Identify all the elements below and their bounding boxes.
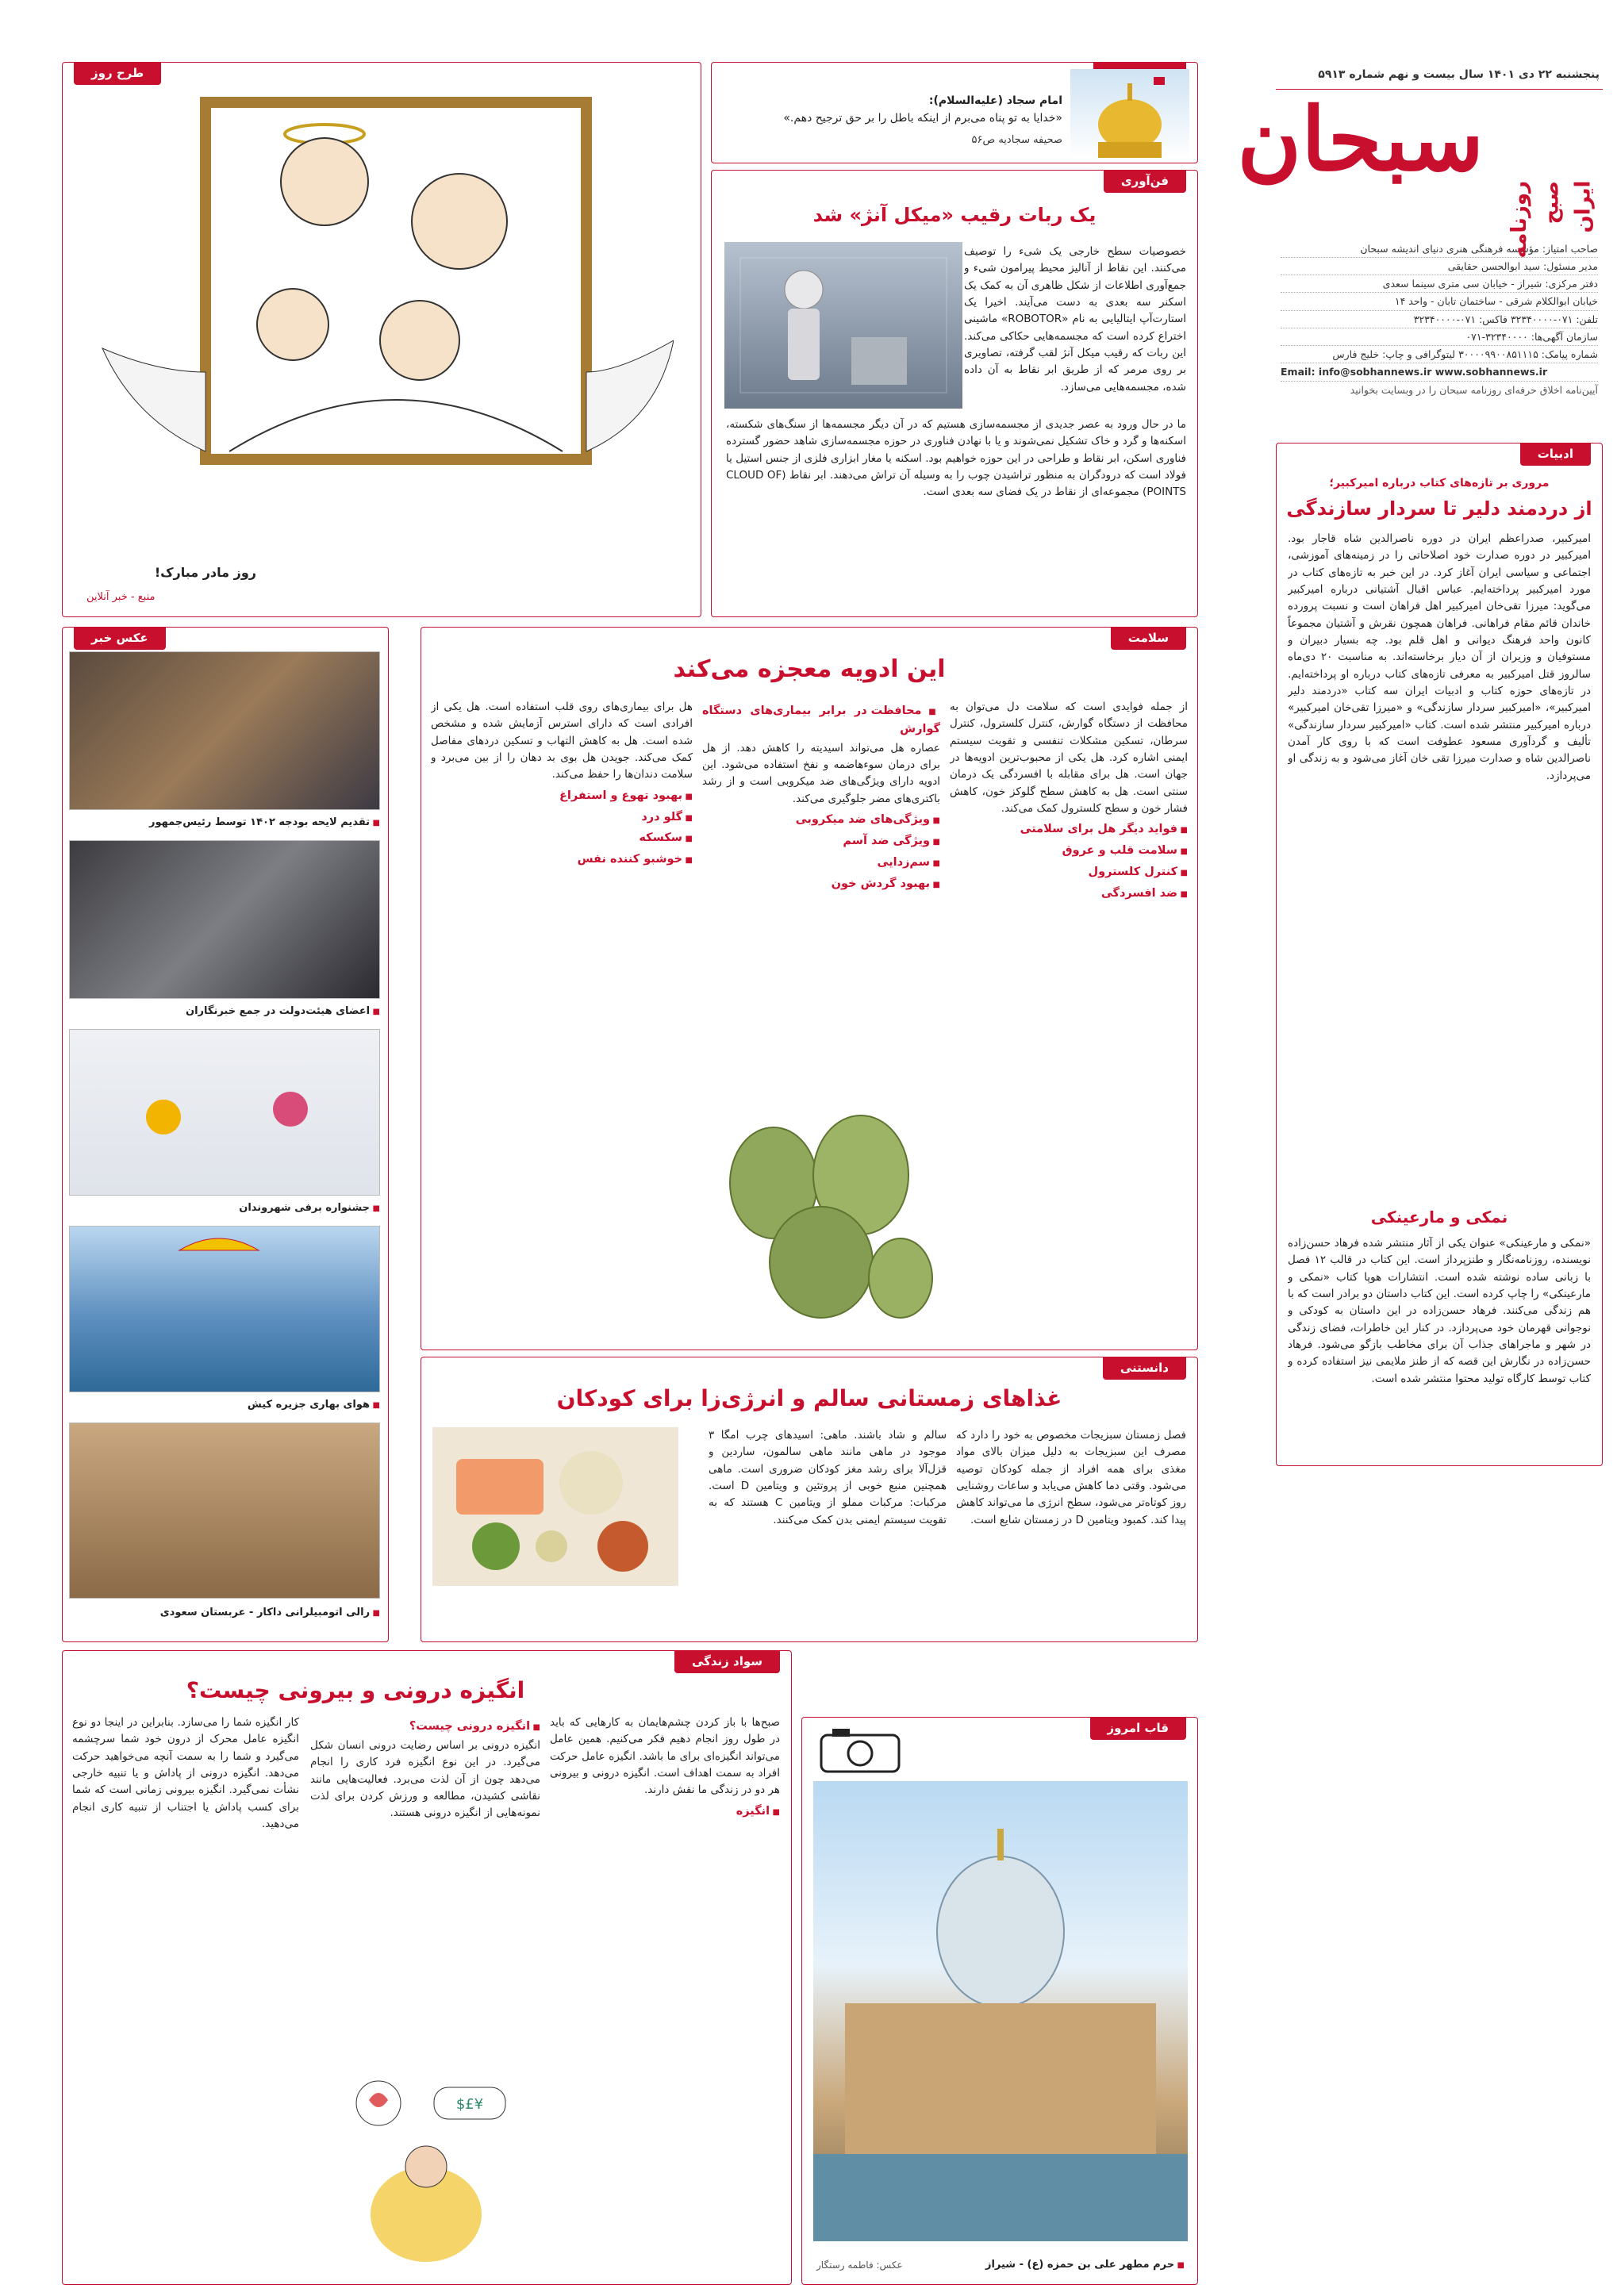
photo-caption: ■ هوای بهاری جزیره کیش [71,1397,380,1413]
salamat-subhead: ■ سم‌زدایی [702,854,940,872]
adabiat-body: امیرکبیر، صدراعظم ایران در دوره ناصرالدین شاه قاجار بود. امیرکبیر در دوره صدارت خود اصلاحاتی را در زمینه‌های آموزشی، اجتماعی و سیاسی ایران آغاز کرد. در این خبر به تازه‌های کتاب در مورد امیرکبیر پرداخته‌ایم. عباس اقبال آشتیانی درباره امیرکبیر می‌گوید: میرزا تقی‌خان امیرکبیر اهل فراهان است و نسبت پرورده خاندان قائم مقام فراهانی. فراهان همچون نقرش و آشتیان مجموعاً کانون واحد فرهنگ دیوانی و اهل قلم بود. چه بسیار دبیران و مستوفیان و وزیران از آن دیار برخاسته‌اند. به مناسبت ۲۰ دی‌ماه سالروز قتل امیرکبیر به معرفی تازه‌های کتاب درباره او پرداخته‌ایم. در تازه‌های حوزه کتاب و ادبیات ایران سه کتاب «دردمند دلیر امیرکبیر»، «امیرکبیر سردار سازندگی» و «میرزا تقی‌خان امیرکبیر» درباره امیرکبیر منتشر شده است. کتاب «امیرکبیر سردار سازندگی» تألیف و گردآوری مسعود عطوفت است که با روی کار آمدن ناصرالدین شاه و صدارت میرزا تقی خان آغاز می‌شود و به زندگی او می‌پردازد. [1288,532,1591,782]
savad-headline: انگیزه درونی و بیرونی چیست؟ [186,1677,525,1703]
budget-photo [69,651,380,810]
adabiat-headline: از دردمند دلیر تا سردار سازندگی [1286,497,1592,520]
hadith-box [711,62,1198,163]
salamat-column-1 [950,699,1188,1334]
daneshti-column-2: سالم و شاد باشند. ماهی: اسیدهای چرب امگا ۳ موجود در ماهی مانند ماهی سالمون، ساردین و قزل‌آلا برای رشد مغز کودکان ضروری است. ماهی همچنین منبع خوبی از پروتئین و ویتامین D است. مرکبات: مرکبات مملو از ویتامین C هستند که به تقویت سیستم ایمنی بدن کمک می‌کنند. [709,1429,947,1526]
masthead-info [1276,240,1603,398]
cardamom-image [702,1080,940,1334]
salamat-subhead: ■ خوشبو کننده نفس [431,850,693,869]
daneshti-tab: دانستنی [1103,1357,1186,1380]
photo-news-box [62,627,389,1642]
savad-text: صبح‌ها با باز کردن چشم‌هایمان به کارهایی که باید در طول روز انجام دهیم فکر می‌کنیم. همین عامل می‌تواند انگیزه‌ای برای ما باشد. انگیزه عامل حرکت افراد به سمت اهداف است. انگیزه درونی و بیرونی هر دو در زندگی ما نقش دارند. [550,1716,780,1797]
salamat-subhead: ■ ضد افسردگی [950,885,1188,903]
salamat-text: عصاره هل می‌تواند اسیدیته را کاهش دهد. از هل برای درمان سوءهاضمه و نفخ استفاده می‌شود. این ادویه دارای ویژگی‌های ضد میکروبی است و از رشد باکتری‌های مضر جلوگیری می‌کند. [702,741,940,805]
tech-column-right: خصوصیات سطح خارجی یک شیء را توصیف می‌کنند. این نقاط از آنالیز محیط پیرامون شیء و جمع‌آوری اطلاعات از شکل ظاهری آن به کمک یک اسکنر سه بعدی به دست می‌آیند. اخیرا یک استارت‌آپ ایتالیایی به نام «ROBOTOR» ماشینی اختراع کرده است که مجسمه‌هایی حکاکی می‌کند. این ربات که رقیب میکل آنژ لقب گرفته، تصاویری بر روی مرمر که از طریق ابر نقاط به آن داده شده، مجسمه‌هایی می‌سازد. [964,245,1186,394]
savad-subhead: ■ انگیزه [550,1803,780,1821]
savad-column-2 [310,1714,540,2048]
salamat-headline: این ادویه معجزه می‌کند [673,655,946,683]
photo-caption: ■ رالی اتومبیلرانی داکار - عربستان سعودی [71,1605,380,1621]
adabiat-tab: ادبیات [1520,443,1591,466]
cartoon-source: منبع - خبر آنلاین [86,590,156,603]
shrine-image [1070,69,1189,158]
svg-text:¥£$: ¥£$ [455,2096,484,2113]
salamat-subhead: ■ محافظت در برابر بیماری‌های دستگاه گوارش [702,702,940,739]
info-line: سازمان آگهی‌ها: ۳۲۳۴۰۰۰۰-۰۷۱ [1281,328,1598,346]
salamat-subhead: ■ ویژگی ضد آسم [702,832,940,850]
tech-headline: یک ربات رقیب «میکل آنژ» شد [812,204,1097,226]
salamat-box [421,627,1198,1350]
newspaper-logo: سبحان [1237,87,1484,190]
salamat-subhead: ■ فواید دیگر هل برای سلامتی [950,820,1188,839]
daneshti-box [421,1357,1198,1642]
date-line: پنجشنبه ۲۲ دی ۱۴۰۱ سال بیست و نهم شماره ۵۹۱۳ [1276,62,1603,90]
info-line: شماره پیامک: ۳۰۰۰۰۹۹۰۰۸۵۱۱۱۵ لیتوگرافی و چاپ: خلیج فارس [1281,346,1598,363]
info-line: دفتر مرکزی: شیراز - خیابان سی متری سینما سعدی [1281,275,1598,293]
photo-caption: ■ جشنواره برفی شهروندان [71,1200,380,1216]
newspaper-subtitle: روزنامه صبح ایران [1508,180,1596,259]
savad-subhead: ■ انگیزه درونی چیست؟ [310,1718,540,1736]
info-line: صاحب امتیاز: مؤسسه فرهنگی هنری دنیای اندیشه سبحان [1281,240,1598,258]
cartoon-box [62,62,701,617]
photo-news-tab: عکس خبر [74,627,166,650]
cartoon-caption: روز مادر مبارک! [154,565,256,581]
savad-column-3: کار انگیزه شما را می‌سازد. بنابراین در اینجا دو نوع انگیزه عامل محرک از درون خود شما سرچشمه می‌گیرد و شما را به سمت آنچه می‌خواهید حرکت می‌دهد. انگیزه درونی از پاداش و یا تنبیه خارجی نشأت نمی‌گیرد. انگیزه بیرونی زمانی است که شما برای کسب پاداش یا اجتناب از تنبیه کاری انجام می‌دهید. [72,1716,299,1830]
ghab-box [801,1717,1198,2285]
salamat-subhead: ■ گلو درد [431,808,693,827]
ethics-note: آیین‌نامه اخلاق حرفه‌ای روزنامه سبحان را در وبسایت بخوانید [1350,383,1598,396]
salamat-column-2 [702,699,940,1072]
hadith-quote: «خدایا به تو پناه می‌برم از اینکه باطل را بر حق ترجیح دهم.» [783,112,1062,125]
salamat-subhead: ■ بهبود گردش خون [702,875,940,893]
info-line: تلفن: ۰۷۱-۳۲۳۴۰۰۰۰ فاکس: ۰۷۱-۳۲۳۴۰۰۰۰ [1281,311,1598,328]
masthead [1237,62,1603,435]
ghab-tab: قاب امروز [1090,1717,1186,1740]
snow-photo [69,1029,380,1196]
camera-icon [816,1724,904,1775]
info-line: خیابان ابوالکلام شرقی - ساختمان تابان - واحد ۱۴ [1281,293,1598,310]
photo-caption: ■ تقدیم لایحه بودجه ۱۴۰۲ توسط رئیس‌جمهور [71,815,380,831]
photo-caption: ■ اعضای هیئت‌دولت در جمع خبرنگاران [71,1004,380,1019]
contact-line[interactable]: Email: info@sobhannews.ir www.sobhannews.ir [1281,363,1598,381]
savad-box [62,1650,792,2285]
salamat-column-3 [431,699,693,1334]
salamat-text: از جمله فوایدی است که سلامت دل می‌توان به محافظت از دستگاه گوارش، کنترل کلسترول، کنترل سرطان، تسکین مشکلات تنفسی و تقویت سیستم ایمنی اشاره کرد. هل یکی از محبوب‌ترین ادویه‌ها در جهان است. هل برای مقابله با افسردگی یک درمان سنتی است. هل به کاهش سطح گلوکز خون، کاهش فشار خون و سطح کلسترول کمک می‌کند. [950,701,1188,815]
savad-column-1 [550,1714,780,2270]
robot-image [724,242,962,409]
food-image [432,1427,678,1586]
savad-tab: سواد زندگی [674,1650,780,1673]
salamat-tab: سلامت [1111,627,1186,650]
shrine-photo [813,1781,1188,2241]
adabiat-kicker: مروری بر تازه‌های کتاب درباره امیرکبیر؛ [1329,477,1550,490]
salamat-subhead: ■ کنترل کلسترول [950,863,1188,881]
dakar-photo [69,1423,380,1599]
cartoon-tab: طرح روز [74,62,161,85]
salamat-subhead: ■ سکسکه [431,829,693,847]
savad-text: انگیزه درونی بر اساس رضایت درونی انسان شکل می‌گیرد. در این نوع انگیزه فرد کاری را انجام می‌دهد چون از آن لذت می‌برد. فعالیت‌هایی مانند نقاشی کشیدن، مطالعه و ورزش کردن برای لذت نمونه‌هایی از انگیزه درونی هستند. [310,1738,540,1820]
salamat-subhead: ■ سلامت قلب و عروق [950,842,1188,860]
adabiat-sub-body: «نمکی و مارعینکی» عنوان یکی از آثار منتشر شده فرهاد حسن‌زاده نویسنده، روزنامه‌نگار و طنزپرداز است. این کتاب در قالب ۱۲ فصل با زبانی ساده نوشته شده است. انتشارات هوپا کتاب «نمکی و مارعینکی» را چاپ کرده است. این کتاب داستان دو برادر است که با هم زندگی می‌کنند. فرهاد حسن‌زاده در این داستان به کودکی و نوجوانی قهرمان خود می‌پردازد. در کنار این خاطرات، فضای زندگی در شهر و ماجراهای جذاب آن برای مخاطب بازگو می‌شود. فرهاد حسن‌زاده در نگارش این قصه که از طنز ملایمی نیز استفاده کرده و کتاب توسط کارگاه تولید محتوا منتشر شده است. [1288,1237,1591,1385]
kish-photo [69,1226,380,1392]
cartoon-image [86,86,674,570]
tech-box [711,170,1198,617]
tech-column-left: ما در حال ورود به عصر جدیدی از مجسمه‌سازی هستیم که در آن دیگر مجسمه‌ها از سنگ‌های شکسته، اسکنه‌ها و گرد و خاک تشکیل نمی‌شوند و یا با نهادن فناوری در حوزه مجسمه‌سازی شاهد حضور گسترده فناوری اسکن، ابر نقاط و طراحی در این حوزه خواهیم بود. اسکنه یا مغار ابزاری فلزی از جنس استیل یا فولاد است که درودگران به منظور تراشیدن چوب را به وسیله آن تراش می‌دهند. ابر نقاط (CLOUD OF POINTS) مجموعه‌ای از نقاط در یک فضای سه بعدی است. [726,418,1186,499]
salamat-subhead: ■ ویژگی‌های ضد میکروبی [702,811,940,829]
ghab-caption: ■ حرم مطهر علی بن حمزه (ع) - شیراز [985,2257,1185,2273]
salamat-subhead: ■ بهبود تهوع و استفراغ [431,787,693,805]
daneshti-column-1: فصل زمستان سبزیجات مخصوص به خود را دارد که مصرف این سبزیجات به دلیل میزان بالای مواد مغذی برای همه افراد از جمله کودکان توصیه می‌شود. وقتی دما کاهش می‌یابد و ساعات روشنایی روز کوتاه‌تر می‌شود، سطح انرژی ما می‌تواند کاهش پیدا کند. کمبود ویتامین D در زمستان شایع است. [956,1429,1186,1526]
adabiat-subheadline: نمکی و مارعینکی [1370,1208,1508,1227]
info-line: مدیر مسئول: سید ابوالحسن حقایقی [1281,258,1598,275]
cabinet-photo [69,840,380,999]
tech-tab: فن‌آوری [1104,170,1186,193]
ghab-credit: عکس: فاطمه رستگار [816,2260,903,2271]
hadith-source: صحیفه سجادیه ص۵۶ [971,134,1062,146]
daneshti-headline: غذاهای زمستانی سالم و انرژی‌زا برای کودکان [556,1385,1062,1411]
motivation-illustration [323,2056,529,2270]
salamat-text: هل برای بیماری‌های روی قلب استفاده است. هل یکی از افرادی است که دارای استرس آزمایش شده و مشخص شده است. هل به کاهش التهاب و تسکین دردهای مفاصل کمک می‌کند. جویدن هل بوی بد دهان را از بین می‌برد و سلامت دندان‌ها را حفظ می‌کند. [431,701,693,781]
hadith-speaker: امام سجاد (علیه‌السلام): [928,94,1062,107]
adabiat-box [1276,443,1603,1466]
